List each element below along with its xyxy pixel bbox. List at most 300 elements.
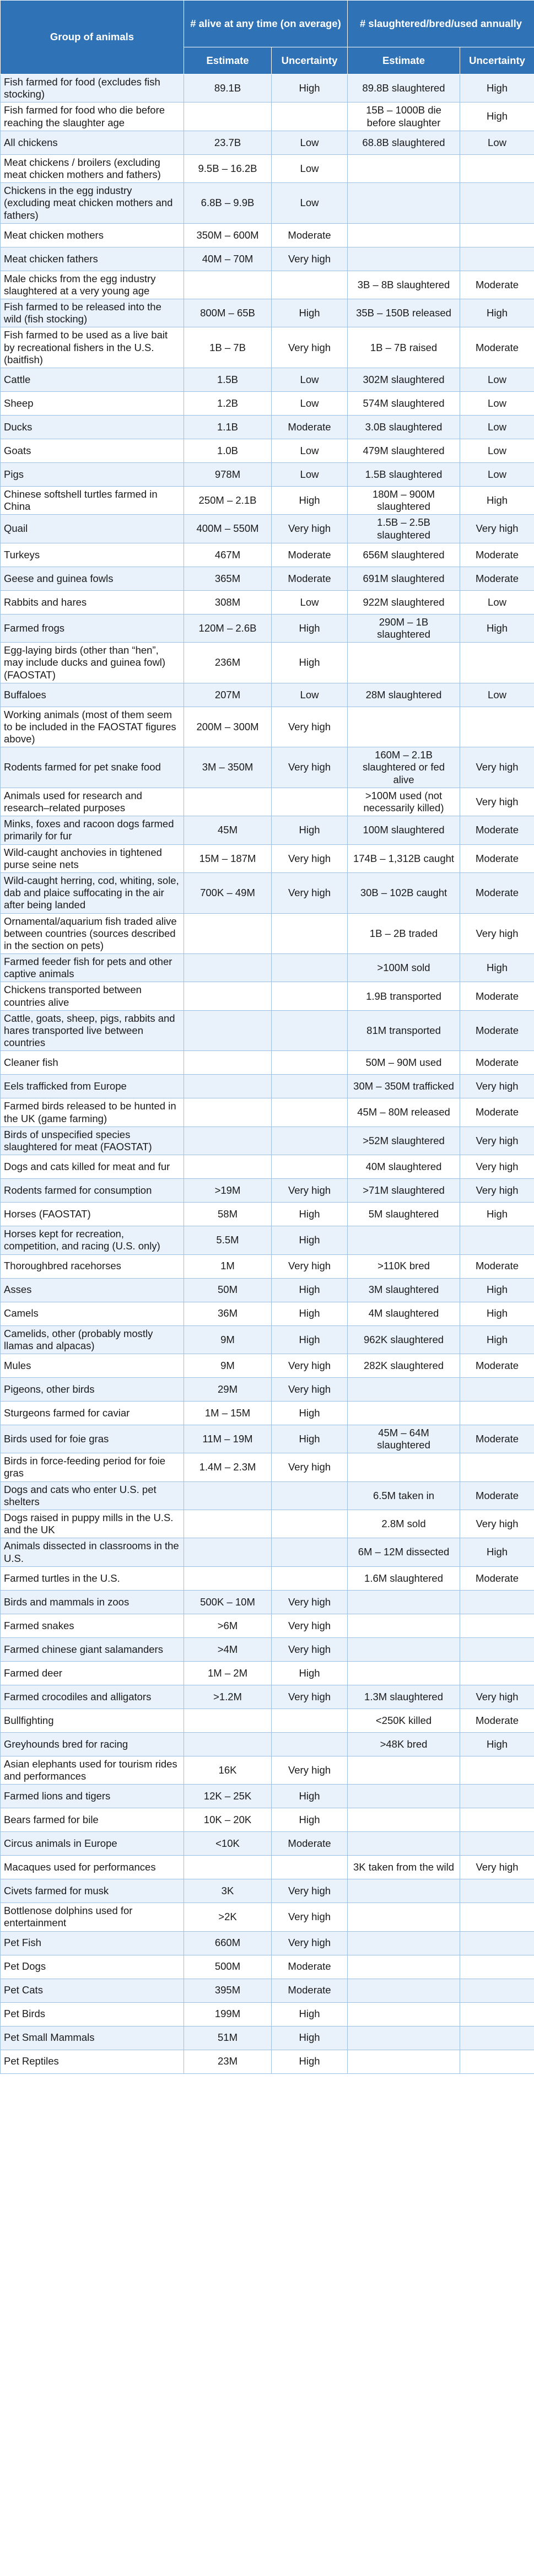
alive-estimate-cell: 1B – 7B — [184, 327, 272, 368]
table-row — [1, 1453, 534, 1481]
animal-group-cell: Wild-caught anchovies in tightened purse seine nets — [1, 844, 184, 872]
slaughtered-uncertainty-cell: Moderate — [460, 816, 534, 844]
slaughtered-estimate-cell: 45M – 80M released — [348, 1098, 460, 1127]
alive-uncertainty-cell: Very high — [272, 1254, 348, 1278]
slaughtered-uncertainty-cell — [460, 1785, 534, 1808]
table-row — [1, 788, 534, 816]
slaughtered-estimate-cell — [348, 154, 460, 182]
slaughtered-uncertainty-cell: Low — [460, 683, 534, 707]
animal-group-cell: Fish farmed for food (excludes fish stocking) — [1, 74, 184, 103]
animal-group-cell: Fish farmed for food who die before reaching the slaughter age — [1, 103, 184, 131]
alive-uncertainty-cell — [272, 1481, 348, 1510]
slaughtered-uncertainty-cell — [460, 1453, 534, 1481]
table-row — [1, 1832, 534, 1856]
alive-estimate-cell: >2K — [184, 1903, 272, 1931]
slaughtered-uncertainty-cell: Low — [460, 439, 534, 463]
slaughtered-estimate-cell: 290M – 1B slaughtered — [348, 614, 460, 642]
slaughtered-uncertainty-cell — [460, 154, 534, 182]
animal-group-cell: Quail — [1, 515, 184, 543]
table-header — [1, 1, 534, 74]
alive-estimate-cell — [184, 1538, 272, 1566]
slaughtered-estimate-cell: 3.0B slaughtered — [348, 416, 460, 439]
alive-estimate-cell: 700K – 49M — [184, 872, 272, 913]
alive-uncertainty-cell: High — [272, 614, 348, 642]
table-row — [1, 1010, 534, 1051]
slaughtered-uncertainty-cell: Low — [460, 131, 534, 154]
animal-group-cell: Fish farmed to be used as a live bait by recreational fishers in the U.S. (baitfish) — [1, 327, 184, 368]
animal-group-cell: Cattle — [1, 368, 184, 392]
header-group-of-animals: Group of animals — [1, 1, 184, 74]
alive-uncertainty-cell: Very high — [272, 1590, 348, 1614]
animal-group-cell: Animals used for research and research–related purposes — [1, 788, 184, 816]
alive-uncertainty-cell — [272, 1010, 348, 1051]
alive-estimate-cell: 3M – 350M — [184, 747, 272, 788]
alive-uncertainty-cell — [272, 788, 348, 816]
slaughtered-uncertainty-cell: Very high — [460, 913, 534, 954]
header-slaughtered-annually: # slaughtered/bred/used annually — [348, 1, 534, 47]
slaughtered-uncertainty-cell: High — [460, 1302, 534, 1325]
slaughtered-estimate-cell — [348, 643, 460, 683]
slaughtered-estimate-cell — [348, 1590, 460, 1614]
table-row — [1, 1354, 534, 1377]
alive-uncertainty-cell: Very high — [272, 1614, 348, 1637]
alive-estimate-cell — [184, 954, 272, 982]
alive-uncertainty-cell: High — [272, 1808, 348, 1832]
table-row — [1, 707, 534, 747]
alive-estimate-cell: 50M — [184, 1278, 272, 1302]
animal-group-cell: Fish farmed to be released into the wild (fish stocking) — [1, 299, 184, 327]
alive-uncertainty-cell: Very high — [272, 707, 348, 747]
alive-uncertainty-cell — [272, 954, 348, 982]
alive-estimate-cell — [184, 1510, 272, 1538]
alive-estimate-cell: 308M — [184, 590, 272, 614]
table-row — [1, 1566, 534, 1590]
animal-group-cell: Camelids, other (probably mostly llamas and alpacas) — [1, 1325, 184, 1354]
alive-estimate-cell: >1.2M — [184, 1685, 272, 1709]
alive-uncertainty-cell: High — [272, 816, 348, 844]
animal-group-cell: Pet Reptiles — [1, 2050, 184, 2073]
table-row — [1, 1226, 534, 1254]
animal-group-cell: Wild-caught herring, cod, whiting, sole, dab and plaice suffocating in the air after being landed — [1, 872, 184, 913]
table-row — [1, 1614, 534, 1637]
alive-uncertainty-cell: Very high — [272, 1377, 348, 1401]
slaughtered-uncertainty-cell: Moderate — [460, 327, 534, 368]
slaughtered-estimate-cell: 180M – 900M slaughtered — [348, 487, 460, 515]
slaughtered-estimate-cell: 1.9B transported — [348, 982, 460, 1010]
alive-uncertainty-cell: Very high — [272, 1685, 348, 1709]
table-row — [1, 982, 534, 1010]
alive-estimate-cell: 89.1B — [184, 74, 272, 103]
animal-group-cell: Greyhounds bred for racing — [1, 1732, 184, 1756]
alive-estimate-cell: 199M — [184, 2002, 272, 2026]
animal-group-cell: Dogs raised in puppy mills in the U.S. and the UK — [1, 1510, 184, 1538]
alive-uncertainty-cell: High — [272, 1661, 348, 1685]
alive-uncertainty-cell — [272, 1856, 348, 1879]
slaughtered-uncertainty-cell — [460, 2050, 534, 2073]
alive-estimate-cell: 250M – 2.1B — [184, 487, 272, 515]
animal-group-cell: Cattle, goats, sheep, pigs, rabbits and hares transported live between countries — [1, 1010, 184, 1051]
table-row — [1, 247, 534, 271]
slaughtered-estimate-cell: >71M slaughtered — [348, 1179, 460, 1203]
table-row — [1, 392, 534, 416]
slaughtered-estimate-cell: 15B – 1000B die before slaughter — [348, 103, 460, 131]
slaughtered-estimate-cell: 962K slaughtered — [348, 1325, 460, 1354]
alive-uncertainty-cell: Low — [272, 590, 348, 614]
slaughtered-uncertainty-cell: Very high — [460, 1155, 534, 1179]
table-row — [1, 223, 534, 247]
slaughtered-estimate-cell: 302M slaughtered — [348, 368, 460, 392]
alive-estimate-cell — [184, 1075, 272, 1098]
animal-group-cell: Meat chicken mothers — [1, 223, 184, 247]
alive-estimate-cell: 12K – 25K — [184, 1785, 272, 1808]
alive-estimate-cell: 236M — [184, 643, 272, 683]
alive-uncertainty-cell — [272, 1051, 348, 1075]
slaughtered-uncertainty-cell: Low — [460, 590, 534, 614]
animal-group-cell: Sturgeons farmed for caviar — [1, 1401, 184, 1425]
slaughtered-uncertainty-cell — [460, 1879, 534, 1903]
slaughtered-estimate-cell: 81M transported — [348, 1010, 460, 1051]
animal-group-cell: Farmed chinese giant salamanders — [1, 1637, 184, 1661]
animal-group-cell: Pigs — [1, 463, 184, 487]
animal-group-cell: Goats — [1, 439, 184, 463]
animal-group-cell: Working animals (most of them seem to be included in the FAOSTAT figures above) — [1, 707, 184, 747]
table-body — [1, 74, 534, 2074]
animal-group-cell: Horses kept for recreation, competition, and racing (U.S. only) — [1, 1226, 184, 1254]
alive-uncertainty-cell: Low — [272, 463, 348, 487]
header-alive-at-any-time: # alive at any time (on average) — [184, 1, 348, 47]
alive-uncertainty-cell — [272, 1127, 348, 1155]
alive-uncertainty-cell: Moderate — [272, 1979, 348, 2002]
alive-estimate-cell: >4M — [184, 1637, 272, 1661]
alive-uncertainty-cell: High — [272, 1785, 348, 1808]
table-row — [1, 1325, 534, 1354]
alive-estimate-cell — [184, 913, 272, 954]
slaughtered-estimate-cell: <250K killed — [348, 1709, 460, 1732]
table-row — [1, 1931, 534, 1955]
slaughtered-estimate-cell: 5M slaughtered — [348, 1203, 460, 1226]
animal-group-cell: All chickens — [1, 131, 184, 154]
alive-estimate-cell: 1.4M – 2.3M — [184, 1453, 272, 1481]
slaughtered-estimate-cell: 40M slaughtered — [348, 1155, 460, 1179]
table-row — [1, 590, 534, 614]
alive-estimate-cell: 3K — [184, 1879, 272, 1903]
alive-uncertainty-cell: Very high — [272, 1453, 348, 1481]
table-row — [1, 747, 534, 788]
slaughtered-uncertainty-cell: Moderate — [460, 982, 534, 1010]
table-row — [1, 1203, 534, 1226]
alive-estimate-cell: 120M – 2.6B — [184, 614, 272, 642]
animal-group-cell: Rodents farmed for pet snake food — [1, 747, 184, 788]
alive-estimate-cell: 16K — [184, 1756, 272, 1784]
slaughtered-uncertainty-cell: Moderate — [460, 567, 534, 590]
table-row — [1, 1254, 534, 1278]
slaughtered-uncertainty-cell: Very high — [460, 1075, 534, 1098]
alive-estimate-cell: >6M — [184, 1614, 272, 1637]
alive-uncertainty-cell: High — [272, 1401, 348, 1425]
slaughtered-uncertainty-cell: Moderate — [460, 543, 534, 567]
slaughtered-uncertainty-cell — [460, 1377, 534, 1401]
slaughtered-uncertainty-cell — [460, 1979, 534, 2002]
table-row — [1, 1756, 534, 1784]
alive-estimate-cell: 660M — [184, 1931, 272, 1955]
table-row — [1, 1685, 534, 1709]
table-row — [1, 416, 534, 439]
table-row — [1, 1637, 534, 1661]
table-row — [1, 1302, 534, 1325]
slaughtered-estimate-cell: >100M used (not necessarily killed) — [348, 788, 460, 816]
animal-group-cell: Dogs and cats who enter U.S. pet shelters — [1, 1481, 184, 1510]
slaughtered-estimate-cell — [348, 707, 460, 747]
slaughtered-uncertainty-cell: Very high — [460, 1510, 534, 1538]
slaughtered-estimate-cell: 6.5M taken in — [348, 1481, 460, 1510]
table-row — [1, 487, 534, 515]
alive-estimate-cell: 15M – 187M — [184, 844, 272, 872]
table-row — [1, 2050, 534, 2073]
alive-uncertainty-cell: Very high — [272, 844, 348, 872]
animal-group-cell: Turkeys — [1, 543, 184, 567]
slaughtered-estimate-cell: 6M – 12M dissected — [348, 1538, 460, 1566]
animal-group-cell: Farmed feeder fish for pets and other captive animals — [1, 954, 184, 982]
animal-group-cell: Asian elephants used for tourism rides and performances — [1, 1756, 184, 1784]
slaughtered-estimate-cell: 1.5B – 2.5B slaughtered — [348, 515, 460, 543]
table-row — [1, 1098, 534, 1127]
animal-group-cell: Bullfighting — [1, 1709, 184, 1732]
slaughtered-estimate-cell: 100M slaughtered — [348, 816, 460, 844]
slaughtered-estimate-cell — [348, 1808, 460, 1832]
table-row — [1, 1510, 534, 1538]
slaughtered-estimate-cell — [348, 1226, 460, 1254]
animal-group-cell: Birds and mammals in zoos — [1, 1590, 184, 1614]
table-row — [1, 872, 534, 913]
alive-uncertainty-cell: High — [272, 2026, 348, 2050]
slaughtered-uncertainty-cell: High — [460, 1732, 534, 1756]
animal-group-cell: Birds of unspecified species slaughtered for meat (FAOSTAT) — [1, 1127, 184, 1155]
alive-uncertainty-cell — [272, 1155, 348, 1179]
alive-estimate-cell: 1M — [184, 1254, 272, 1278]
alive-estimate-cell — [184, 271, 272, 299]
slaughtered-estimate-cell: 691M slaughtered — [348, 567, 460, 590]
slaughtered-uncertainty-cell — [460, 1903, 534, 1931]
alive-estimate-cell — [184, 1481, 272, 1510]
animal-group-cell: Eels trafficked from Europe — [1, 1075, 184, 1098]
slaughtered-estimate-cell — [348, 1903, 460, 1931]
alive-estimate-cell — [184, 1856, 272, 1879]
slaughtered-uncertainty-cell — [460, 1401, 534, 1425]
alive-uncertainty-cell — [272, 982, 348, 1010]
table-row — [1, 1179, 534, 1203]
animal-group-cell: Mules — [1, 1354, 184, 1377]
table-row — [1, 1808, 534, 1832]
slaughtered-estimate-cell: 45M – 64M slaughtered — [348, 1425, 460, 1453]
alive-uncertainty-cell: High — [272, 2050, 348, 2073]
alive-uncertainty-cell: Very high — [272, 1879, 348, 1903]
table-row — [1, 103, 534, 131]
slaughtered-estimate-cell: 30B – 102B caught — [348, 872, 460, 913]
alive-uncertainty-cell: Moderate — [272, 1832, 348, 1856]
slaughtered-estimate-cell — [348, 1832, 460, 1856]
alive-uncertainty-cell — [272, 1732, 348, 1756]
slaughtered-estimate-cell: 922M slaughtered — [348, 590, 460, 614]
alive-estimate-cell: 1.2B — [184, 392, 272, 416]
alive-estimate-cell: 500M — [184, 1955, 272, 1979]
slaughtered-uncertainty-cell: Moderate — [460, 1098, 534, 1127]
slaughtered-estimate-cell: 160M – 2.1B slaughtered or fed alive — [348, 747, 460, 788]
slaughtered-estimate-cell — [348, 1785, 460, 1808]
slaughtered-estimate-cell: >48K bred — [348, 1732, 460, 1756]
alive-estimate-cell: 45M — [184, 816, 272, 844]
slaughtered-uncertainty-cell — [460, 1226, 534, 1254]
animal-group-cell: Farmed crocodiles and alligators — [1, 1685, 184, 1709]
alive-uncertainty-cell: Moderate — [272, 567, 348, 590]
table-row — [1, 1481, 534, 1510]
alive-estimate-cell — [184, 788, 272, 816]
alive-uncertainty-cell — [272, 271, 348, 299]
header-slaughtered-estimate: Estimate — [348, 47, 460, 74]
slaughtered-uncertainty-cell — [460, 1832, 534, 1856]
slaughtered-uncertainty-cell: Moderate — [460, 844, 534, 872]
slaughtered-uncertainty-cell: High — [460, 1538, 534, 1566]
slaughtered-uncertainty-cell: High — [460, 1278, 534, 1302]
slaughtered-estimate-cell: 89.8B slaughtered — [348, 74, 460, 103]
alive-uncertainty-cell: Very high — [272, 1637, 348, 1661]
header-slaughtered-uncertainty: Uncertainty — [460, 47, 534, 74]
alive-uncertainty-cell: High — [272, 487, 348, 515]
slaughtered-uncertainty-cell — [460, 1661, 534, 1685]
table-row — [1, 2026, 534, 2050]
slaughtered-uncertainty-cell — [460, 247, 534, 271]
animal-group-cell: Buffaloes — [1, 683, 184, 707]
alive-estimate-cell — [184, 982, 272, 1010]
alive-estimate-cell: 1.0B — [184, 439, 272, 463]
table-row — [1, 954, 534, 982]
alive-estimate-cell: 23M — [184, 2050, 272, 2073]
slaughtered-estimate-cell — [348, 1637, 460, 1661]
animal-group-cell: Pet Small Mammals — [1, 2026, 184, 2050]
table-row — [1, 1538, 534, 1566]
alive-estimate-cell: 978M — [184, 463, 272, 487]
animal-group-cell: Sheep — [1, 392, 184, 416]
slaughtered-uncertainty-cell — [460, 1614, 534, 1637]
alive-uncertainty-cell: High — [272, 1203, 348, 1226]
alive-uncertainty-cell — [272, 1538, 348, 1566]
alive-uncertainty-cell: Low — [272, 368, 348, 392]
animal-group-cell: Circus animals in Europe — [1, 1832, 184, 1856]
alive-estimate-cell — [184, 1709, 272, 1732]
table-row — [1, 1709, 534, 1732]
slaughtered-uncertainty-cell: Very high — [460, 1685, 534, 1709]
animal-group-cell: Pigeons, other birds — [1, 1377, 184, 1401]
slaughtered-uncertainty-cell: Very high — [460, 1127, 534, 1155]
alive-estimate-cell — [184, 1051, 272, 1075]
alive-estimate-cell: 400M – 550M — [184, 515, 272, 543]
alive-estimate-cell: 5.5M — [184, 1226, 272, 1254]
slaughtered-uncertainty-cell: Moderate — [460, 872, 534, 913]
table-row — [1, 643, 534, 683]
slaughtered-estimate-cell — [348, 2026, 460, 2050]
animal-group-cell: Ducks — [1, 416, 184, 439]
alive-estimate-cell: 58M — [184, 1203, 272, 1226]
header-alive-estimate: Estimate — [184, 47, 272, 74]
alive-uncertainty-cell: High — [272, 643, 348, 683]
table-row — [1, 439, 534, 463]
alive-uncertainty-cell — [272, 1566, 348, 1590]
animal-group-cell: Farmed turtles in the U.S. — [1, 1566, 184, 1590]
slaughtered-estimate-cell — [348, 2050, 460, 2073]
animal-group-cell: Chinese softshell turtles farmed in China — [1, 487, 184, 515]
slaughtered-estimate-cell — [348, 1979, 460, 2002]
animal-group-cell: Farmed frogs — [1, 614, 184, 642]
slaughtered-estimate-cell: 1.6M slaughtered — [348, 1566, 460, 1590]
alive-uncertainty-cell: Low — [272, 439, 348, 463]
alive-estimate-cell: 1.5B — [184, 368, 272, 392]
slaughtered-estimate-cell: 3K taken from the wild — [348, 1856, 460, 1879]
slaughtered-estimate-cell: 30M – 350M trafficked — [348, 1075, 460, 1098]
table-row — [1, 1979, 534, 2002]
table-row — [1, 1075, 534, 1098]
slaughtered-estimate-cell — [348, 1879, 460, 1903]
table-row — [1, 614, 534, 642]
slaughtered-uncertainty-cell: Low — [460, 463, 534, 487]
slaughtered-uncertainty-cell: High — [460, 1203, 534, 1226]
alive-uncertainty-cell — [272, 1098, 348, 1127]
alive-uncertainty-cell: Very high — [272, 1179, 348, 1203]
slaughtered-estimate-cell: 1.5B slaughtered — [348, 463, 460, 487]
alive-uncertainty-cell: Low — [272, 683, 348, 707]
alive-estimate-cell — [184, 1010, 272, 1051]
slaughtered-uncertainty-cell: Moderate — [460, 1010, 534, 1051]
animal-group-cell: Minks, foxes and racoon dogs farmed primarily for fur — [1, 816, 184, 844]
slaughtered-estimate-cell — [348, 1401, 460, 1425]
slaughtered-uncertainty-cell — [460, 2002, 534, 2026]
slaughtered-estimate-cell: 656M slaughtered — [348, 543, 460, 567]
table-row — [1, 567, 534, 590]
alive-estimate-cell — [184, 1098, 272, 1127]
alive-uncertainty-cell: High — [272, 1325, 348, 1354]
slaughtered-uncertainty-cell: Very high — [460, 788, 534, 816]
slaughtered-uncertainty-cell: Moderate — [460, 1481, 534, 1510]
table-row — [1, 816, 534, 844]
alive-uncertainty-cell — [272, 1510, 348, 1538]
slaughtered-estimate-cell — [348, 1931, 460, 1955]
alive-uncertainty-cell: High — [272, 299, 348, 327]
alive-estimate-cell: 207M — [184, 683, 272, 707]
slaughtered-uncertainty-cell — [460, 707, 534, 747]
table-row — [1, 1377, 534, 1401]
slaughtered-estimate-cell — [348, 1756, 460, 1784]
alive-uncertainty-cell: Low — [272, 131, 348, 154]
slaughtered-uncertainty-cell: High — [460, 299, 534, 327]
alive-uncertainty-cell: High — [272, 74, 348, 103]
animal-group-cell: Chickens transported between countries alive — [1, 982, 184, 1010]
animal-group-cell: Farmed deer — [1, 1661, 184, 1685]
alive-estimate-cell — [184, 103, 272, 131]
slaughtered-uncertainty-cell: High — [460, 1325, 534, 1354]
table-row — [1, 463, 534, 487]
alive-uncertainty-cell: Very high — [272, 1756, 348, 1784]
alive-uncertainty-cell: Very high — [272, 1354, 348, 1377]
slaughtered-uncertainty-cell: High — [460, 74, 534, 103]
alive-uncertainty-cell: Moderate — [272, 223, 348, 247]
table-row — [1, 327, 534, 368]
alive-uncertainty-cell: High — [272, 2002, 348, 2026]
slaughtered-estimate-cell: 282K slaughtered — [348, 1354, 460, 1377]
slaughtered-estimate-cell: 1B – 7B raised — [348, 327, 460, 368]
animal-group-cell: Cleaner fish — [1, 1051, 184, 1075]
animal-group-cell: Birds in force-feeding period for foie gras — [1, 1453, 184, 1481]
slaughtered-uncertainty-cell — [460, 1590, 534, 1614]
animal-group-cell: Bears farmed for bile — [1, 1808, 184, 1832]
slaughtered-uncertainty-cell: High — [460, 103, 534, 131]
